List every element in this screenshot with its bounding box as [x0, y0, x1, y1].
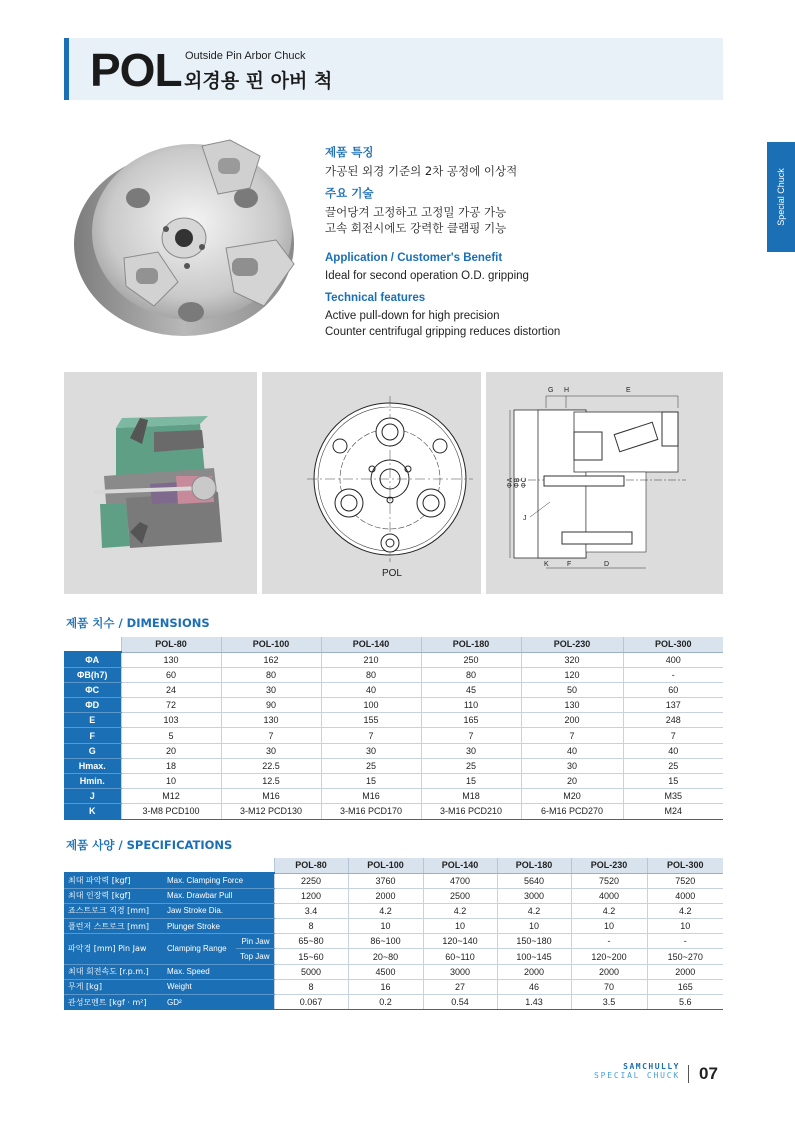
table-cell: 103 [121, 713, 221, 728]
row-header-en: Weight [164, 979, 274, 994]
front-view-label: POL [381, 568, 403, 579]
table-cell: 165 [421, 713, 521, 728]
row-header: E [64, 713, 121, 728]
feature-text-ko-1: 가공된 외경 기준의 2차 공정에 이상적 [325, 164, 518, 178]
table-cell: 25 [623, 758, 723, 773]
cutaway-illustration [64, 372, 257, 594]
row-header-en: Clamping Range [164, 934, 236, 964]
table-cell: 150~270 [647, 949, 723, 964]
table-cell: 90 [221, 698, 321, 713]
table-row [64, 934, 723, 949]
table-cell: 7 [321, 728, 421, 743]
side-label-e: E [626, 387, 631, 394]
table-cell: 65~80 [274, 934, 348, 949]
feature-text-ko-2a: 끌어당겨 고정하고 고정밀 가공 가능 [325, 205, 507, 219]
column-header: POL-80 [121, 637, 221, 652]
row-header: Hmin. [64, 774, 121, 789]
table-cell: 30 [521, 758, 623, 773]
table-cell: 15~60 [274, 949, 348, 964]
row-header-ko: 플런저 스트로크 [mm] [64, 919, 164, 934]
row-header: F [64, 728, 121, 743]
table-cell: 200 [521, 713, 623, 728]
product-title-en: Outside Pin Arbor Chuck [185, 50, 306, 62]
row-header-en: Plunger Stroke [164, 919, 274, 934]
row-header: G [64, 743, 121, 758]
table-cell: 86~100 [348, 934, 423, 949]
row-header-en: Max. Drawbar Pull [164, 888, 274, 903]
table-cell: 250 [421, 652, 521, 667]
table-row [64, 758, 723, 773]
table-cell: 60 [623, 682, 723, 697]
table-cell: 110 [421, 698, 521, 713]
table-cell: 155 [321, 713, 421, 728]
table-cell: M24 [623, 804, 723, 819]
side-label-f: F [567, 561, 572, 568]
side-label-k: K [544, 561, 549, 568]
feature-text-en-2b: Counter centrifugal gripping reduces distortion [325, 326, 561, 338]
table-cell: 5 [121, 728, 221, 743]
table-cell: 10 [497, 919, 571, 934]
table-cell: 8 [274, 919, 348, 934]
product-photo [66, 126, 306, 340]
row-header: ΦC [64, 682, 121, 697]
table-cell: 27 [423, 979, 497, 994]
table-cell: 100 [321, 698, 421, 713]
row-header: K [64, 804, 121, 819]
table-row [64, 743, 723, 758]
table-cell: - [623, 667, 723, 682]
table-cell: 60 [121, 667, 221, 682]
table-cell: 1.43 [497, 995, 571, 1010]
table-cell: M18 [421, 789, 521, 804]
column-header: POL-180 [497, 858, 571, 873]
table-cell: 10 [121, 774, 221, 789]
table-cell: M12 [121, 789, 221, 804]
table-row [64, 804, 723, 819]
table-row [64, 919, 723, 934]
row-header-ko: 최대 인장력 [kgf] [64, 888, 164, 903]
table-row [64, 652, 723, 667]
table-cell: M16 [321, 789, 421, 804]
table-cell: 5.6 [647, 995, 723, 1010]
table-cell: 4.2 [348, 903, 423, 918]
table-cell: 7 [221, 728, 321, 743]
row-header-ko: 관성모멘트 [kgf · m²] [64, 995, 164, 1010]
table-row [64, 903, 723, 918]
table-cell: 2000 [647, 964, 723, 979]
table-cell: 7 [623, 728, 723, 743]
table-cell: 3000 [497, 888, 571, 903]
table-cell: 120 [521, 667, 623, 682]
row-subheader: Pin Jaw [236, 934, 274, 949]
table-cell: 210 [321, 652, 421, 667]
table-cell: 120~200 [571, 949, 647, 964]
column-header: POL-100 [348, 858, 423, 873]
side-label-b: ΦB [514, 477, 521, 488]
side-view-drawing [486, 372, 723, 594]
table-cell: 7520 [647, 873, 723, 888]
table-cell: - [571, 934, 647, 949]
brand-name: SAMCHULLY [623, 1062, 680, 1071]
brand-subtitle: SPECIAL CHUCK [593, 1071, 680, 1080]
table-cell: 10 [348, 919, 423, 934]
feature-heading-en-2: Technical features [325, 292, 426, 304]
table-row [64, 873, 723, 888]
table-cell: 0.54 [423, 995, 497, 1010]
table-row [64, 979, 723, 994]
table-cell: 40 [321, 682, 421, 697]
table-cell: 80 [421, 667, 521, 682]
table-cell: 7 [521, 728, 623, 743]
footer-divider [688, 1065, 689, 1083]
table-row [64, 774, 723, 789]
table-cell: 16 [348, 979, 423, 994]
table-header-row [64, 858, 723, 873]
table-cell: 24 [121, 682, 221, 697]
table-cell: - [647, 934, 723, 949]
table-cell: 3-M12 PCD130 [221, 804, 321, 819]
feature-heading-ko-2: 주요 기술 [325, 186, 374, 200]
front-view-drawing [262, 372, 481, 594]
row-header-en: Jaw Stroke Dia. [164, 903, 274, 918]
table-cell: 248 [623, 713, 723, 728]
table-cell: 2000 [497, 964, 571, 979]
table-cell: 25 [421, 758, 521, 773]
table-cell: 320 [521, 652, 623, 667]
table-cell: 4700 [423, 873, 497, 888]
side-label-d: D [604, 561, 610, 568]
column-header: POL-80 [274, 858, 348, 873]
features-block [325, 144, 745, 340]
table-cell: 130 [221, 713, 321, 728]
table-cell: 46 [497, 979, 571, 994]
table-cell: 8 [274, 979, 348, 994]
table-header-row [64, 637, 723, 652]
column-header: POL-140 [321, 637, 421, 652]
row-header-en: Max. Clamping Force [164, 873, 274, 888]
table-row [64, 713, 723, 728]
table-cell: 3-M8 PCD100 [121, 804, 221, 819]
column-header: POL-140 [423, 858, 497, 873]
row-header-ko: 파악경 [mm] Pin Jaw [64, 934, 164, 964]
table-row [64, 698, 723, 713]
feature-text-ko-2b: 고속 회전시에도 강력한 클램핑 기능 [325, 221, 507, 235]
table-cell: 6-M16 PCD270 [521, 804, 623, 819]
table-cell: 400 [623, 652, 723, 667]
table-cell: 5640 [497, 873, 571, 888]
table-cell: 2000 [571, 964, 647, 979]
side-view-panel [486, 372, 723, 594]
table-cell: 7520 [571, 873, 647, 888]
table-cell: 20 [121, 743, 221, 758]
row-header-en: GD² [164, 995, 274, 1010]
table-cell: 4000 [647, 888, 723, 903]
table-cell: 20~80 [348, 949, 423, 964]
table-cell: 3.4 [274, 903, 348, 918]
brand-logo [580, 1062, 680, 1080]
page-header [64, 38, 723, 100]
table-cell: 60~110 [423, 949, 497, 964]
table-cell: 4.2 [647, 903, 723, 918]
table-cell: 130 [121, 652, 221, 667]
table-cell: 3.5 [571, 995, 647, 1010]
table-cell: 40 [623, 743, 723, 758]
side-label-j: J [523, 515, 527, 522]
table-row [64, 789, 723, 804]
table-cell: 100~145 [497, 949, 571, 964]
table-row [64, 728, 723, 743]
row-header: J [64, 789, 121, 804]
specifications-table [64, 858, 723, 1010]
table-cell: 10 [647, 919, 723, 934]
column-header: POL-100 [221, 637, 321, 652]
side-label-a: ΦA [507, 477, 514, 488]
table-cell: 18 [121, 758, 221, 773]
row-header-ko: 죠스트로크 직경 [mm] [64, 903, 164, 918]
table-cell: 30 [221, 682, 321, 697]
table-cell: 150~180 [497, 934, 571, 949]
table-row [64, 667, 723, 682]
table-cell: M20 [521, 789, 623, 804]
row-subheader: Top Jaw [236, 949, 274, 964]
side-label-c: ΦC [521, 477, 528, 488]
table-cell: 25 [321, 758, 421, 773]
table-cell: 2500 [423, 888, 497, 903]
feature-heading-en-1: Application / Customer's Benefit [325, 252, 503, 264]
table-cell: 162 [221, 652, 321, 667]
row-header-en: Max. Speed [164, 964, 274, 979]
dimensions-title: 제품 치수 / DIMENSIONS [66, 616, 210, 630]
column-header: POL-230 [571, 858, 647, 873]
feature-heading-ko-1: 제품 특징 [325, 145, 374, 159]
row-header: Hmax. [64, 758, 121, 773]
table-cell: 15 [623, 774, 723, 789]
table-row [64, 995, 723, 1010]
table-cell: 40 [521, 743, 623, 758]
table-cell: 72 [121, 698, 221, 713]
row-header-ko: 최대 파악력 [kgf] [64, 873, 164, 888]
table-cell: 3000 [423, 964, 497, 979]
front-view-panel [262, 372, 481, 594]
table-cell: 2000 [348, 888, 423, 903]
table-cell: 70 [571, 979, 647, 994]
table-cell: 4000 [571, 888, 647, 903]
table-cell: 15 [321, 774, 421, 789]
table-cell: 3-M16 PCD170 [321, 804, 421, 819]
table-cell: 4.2 [497, 903, 571, 918]
table-cell: 3760 [348, 873, 423, 888]
table-cell: 0.2 [348, 995, 423, 1010]
table-cell: M35 [623, 789, 723, 804]
table-cell: 3-M16 PCD210 [421, 804, 521, 819]
table-cell: 80 [221, 667, 321, 682]
product-code: POL [90, 44, 182, 96]
cutaway-illustration-panel [64, 372, 257, 594]
product-title-ko: 외경용 핀 아버 척 [184, 70, 333, 92]
side-tab-label: Special Chuck [776, 168, 786, 226]
row-header: ΦD [64, 698, 121, 713]
feature-text-en-2a: Active pull-down for high precision [325, 310, 500, 322]
table-cell: 4500 [348, 964, 423, 979]
table-cell: 10 [571, 919, 647, 934]
table-cell: 30 [221, 743, 321, 758]
specifications-title: 제품 사양 / SPECIFICATIONS [66, 838, 233, 852]
column-header: POL-300 [647, 858, 723, 873]
page-number: 07 [699, 1064, 718, 1083]
table-row [64, 682, 723, 697]
table-cell: 22.5 [221, 758, 321, 773]
side-label-h: H [564, 387, 570, 394]
table-cell: 4.2 [423, 903, 497, 918]
table-cell: 137 [623, 698, 723, 713]
table-cell: M16 [221, 789, 321, 804]
table-cell: 30 [321, 743, 421, 758]
table-cell: 45 [421, 682, 521, 697]
table-cell: 4.2 [571, 903, 647, 918]
table-cell: 165 [647, 979, 723, 994]
table-cell: 130 [521, 698, 623, 713]
table-cell: 1200 [274, 888, 348, 903]
table-cell: 5000 [274, 964, 348, 979]
table-cell: 50 [521, 682, 623, 697]
table-cell: 30 [421, 743, 521, 758]
header-accent-bar [64, 38, 69, 100]
row-header-ko: 무게 [kg] [64, 979, 164, 994]
table-cell: 2250 [274, 873, 348, 888]
side-tab-special-chuck[interactable] [767, 142, 795, 252]
table-cell: 15 [421, 774, 521, 789]
table-cell: 7 [421, 728, 521, 743]
side-label-g: G [548, 387, 554, 394]
row-header: ΦB(h7) [64, 667, 121, 682]
table-cell: 20 [521, 774, 623, 789]
column-header: POL-300 [623, 637, 723, 652]
table-cell: 10 [423, 919, 497, 934]
table-row [64, 964, 723, 979]
dimensions-table [64, 637, 723, 820]
column-header: POL-180 [421, 637, 521, 652]
column-header: POL-230 [521, 637, 623, 652]
table-cell: 0.067 [274, 995, 348, 1010]
table-cell: 120~140 [423, 934, 497, 949]
table-cell: 12.5 [221, 774, 321, 789]
feature-text-en-1: Ideal for second operation O.D. gripping [325, 270, 529, 282]
row-header-ko: 최대 회전속도 [r.p.m.] [64, 964, 164, 979]
table-row [64, 888, 723, 903]
row-header: ΦA [64, 652, 121, 667]
table-cell: 80 [321, 667, 421, 682]
